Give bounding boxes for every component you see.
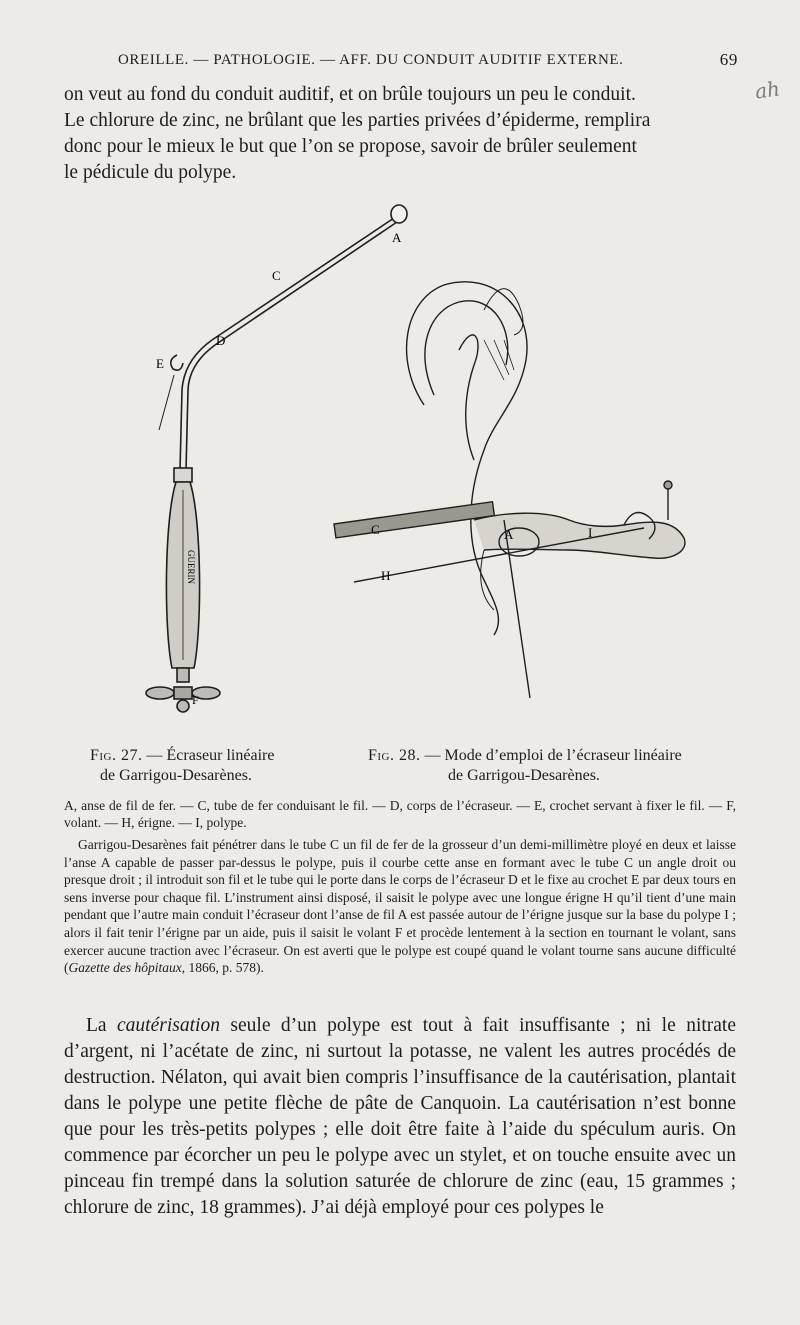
intro-paragraph [64,82,736,186]
figure-28-number: Fig. 28. [368,747,421,764]
label-fig27-E: E [156,356,164,371]
text-line: Le chlorure de zinc, ne brûlant que les parties privées d’épiderme, remplira [64,110,651,131]
para2-emphasis: cautérisation [117,1015,220,1036]
running-header [118,50,738,74]
label-fig27-A: A [392,230,402,245]
figures-area [64,190,736,740]
cauterisation-paragraph [64,1013,736,1221]
figure-27-caption-line1: — Écraseur linéaire [146,747,275,764]
page-number: 69 [719,50,738,69]
figure-27-caption [90,746,340,786]
label-fig28-A: A [504,527,514,542]
para2-start: La [86,1015,118,1036]
figure-legend: A, anse de fil de fer. — C, tube de fer conduisant le fil. — D, corps de l’écraseur. — E, crochet servant à fixer le fil. — F, volant. — H, érigne. — I, polype. [64,798,736,830]
text-line: on veut au fond du conduit auditif, et on brûle toujours un peu le conduit. [64,84,636,105]
label-fig27-C: C [272,268,281,283]
text-line: le pédicule du polype. [64,162,237,183]
para2-rest: seule d’un polype est tout à fait insuffisante ; ni le nitrate d’argent, ni l’acétate de zinc, ni surtout la potasse, ne valent les autres procédés de destruction. Nélaton, qui avait bien compris l’insuffisance de la cautérisation, plantait dans le polype une petite flèche de pâte de Canquoin. La cautérisation n’est bonne que pour les très-petits polypes ; elle doit être faite à l’aide du spéculum auris. On commence par écorcher un peu le polype avec un stylet, et on touche ensuite avec un pinceau fin trempé dans la solution saturée de chlorure de zinc (eau, 15 grammes ; chlorure de zinc, 18 grammes). J’ai déjà employé pour ces polypes le [64,1015,736,1218]
note-source: Gazette des hôpitaux [68,960,182,976]
figure-27-caption-line2: de Garrigou-Desarènes. [100,767,252,784]
text-line: donc pour le mieux le but que l’on se propose, savoir de brûler seulement [64,136,637,157]
figure-27-number: Fig. 27. [90,747,143,764]
label-fig27-F: F [192,693,199,707]
running-title: OREILLE. — PATHOLOGIE. — AFF. DU CONDUIT AUDITIF EXTERNE. [118,52,624,68]
instrument-engraving: GUERIN [186,550,196,584]
note-main-text: Garrigou-Desarènes fait pénétrer dans le tube C un fil de fer de la grosseur d’un demi-millimètre ployé en deux et laisse l’anse A capable de passer par-dessus le polype, puis il courbe cette anse en formant avec le tube C un angle droit ou presque droit ; il introduit son fil et le tube qui le porte dans le corps de l’écraseur D et le fixe au crochet E par deux tours en sens inverse pour chaque fil. L’instrument ainsi disposé, il saisit le polype avec une longue érigne H qu’il tient d’une main pendant que l’autre main conduit l’écraseur dont l’anse de fil A est passée autour de l’érigne jusque sur la base du polype I ; alors il fait tenir l’érigne par un aide, puis il saisit le volant F et procède lentement à la section en tournant le volant, sans exercer aucune traction avec l’écraseur. On est averti que le polype est coupé quand le volant tourne sans aucune difficulté ( [64,837,736,976]
small-print-note [64,836,736,977]
figure-28-caption [368,746,738,786]
figure-28-caption-line1: — Mode d’emploi de l’écraseur linéaire [424,747,682,764]
label-fig28-I: I [588,525,593,540]
note-end-text: , 1866, p. 578). [181,960,264,976]
handwritten-margin-note: ah [753,76,782,104]
label-fig28-C: C [371,522,380,537]
ecraseur-illustration [64,190,736,740]
label-fig28-H: H [381,568,391,583]
figure-28-caption-line2: de Garrigou-Desarènes. [448,767,600,784]
label-fig27-D: D [216,333,226,348]
